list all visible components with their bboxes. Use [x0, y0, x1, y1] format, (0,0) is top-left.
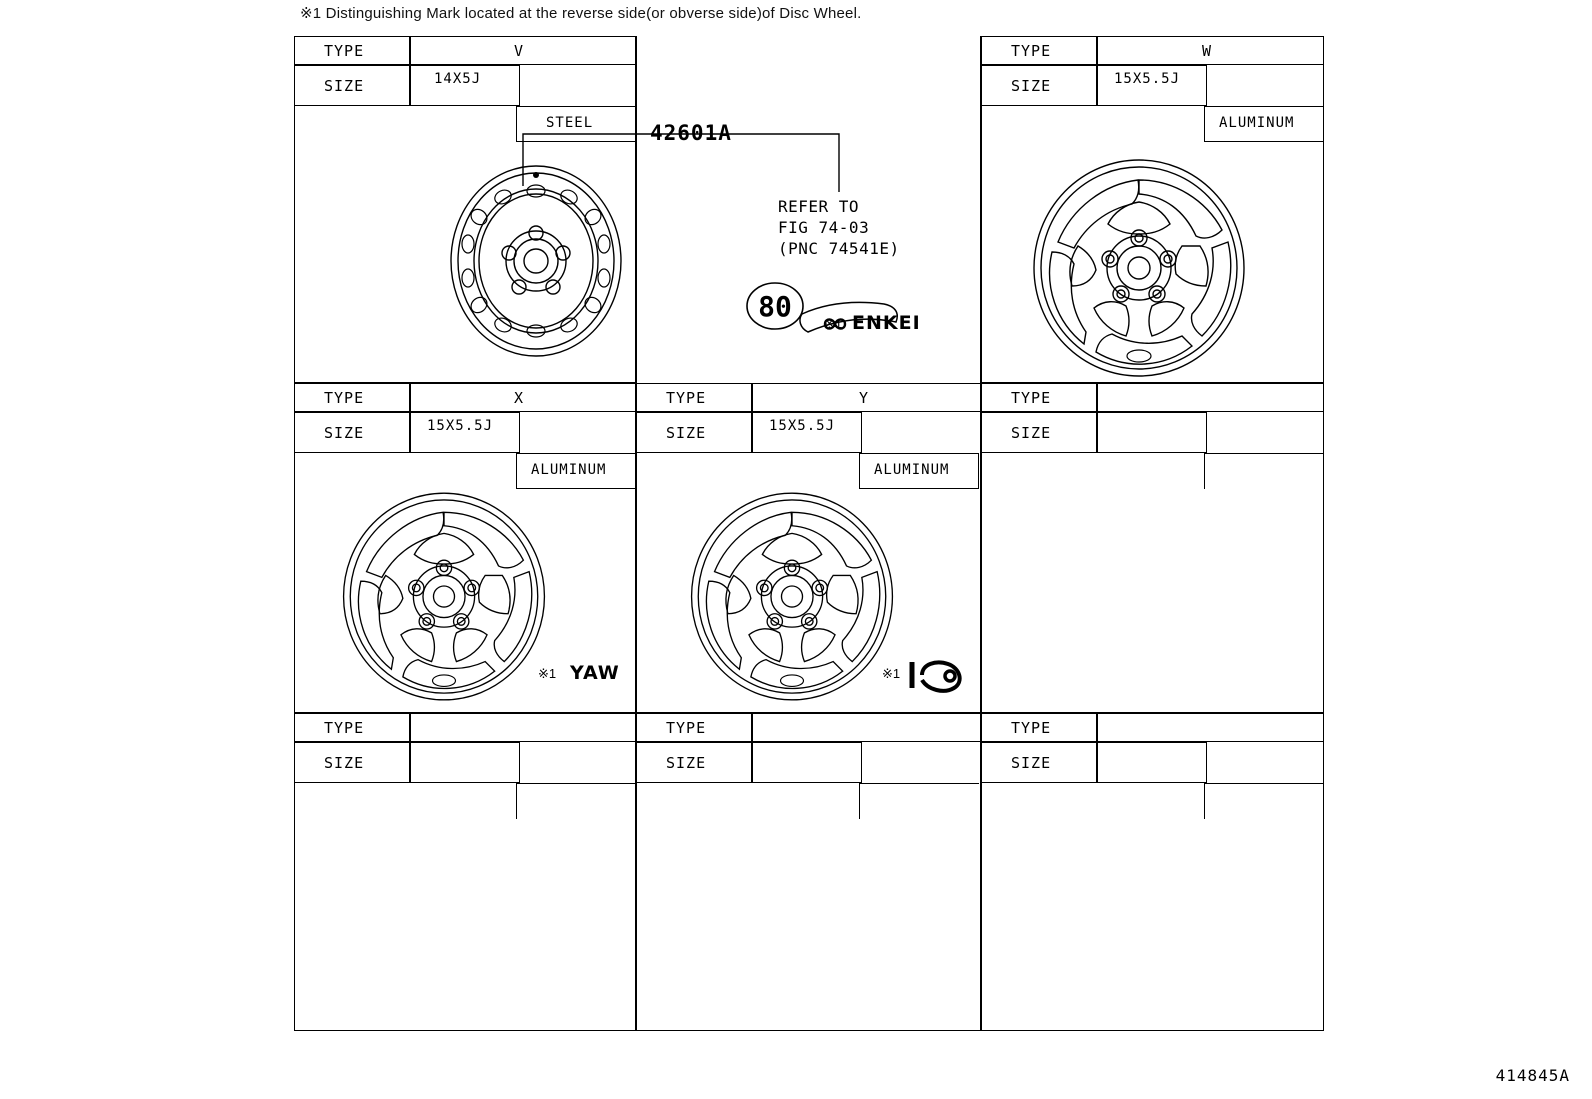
cell-x-size-value: 15X5.5J: [427, 418, 494, 434]
cell-z2-size-value-box: [410, 742, 520, 783]
cell-v-size-label: SIZE: [324, 77, 365, 95]
cell-v-material: STEEL: [546, 115, 594, 131]
cell-z2-material-box: [516, 783, 636, 819]
cell-w-type-value: W: [1202, 42, 1213, 60]
refer-to-note: [778, 196, 900, 259]
cell-z3-size-label: SIZE: [666, 754, 707, 772]
cell-z4-size-label: SIZE: [1011, 754, 1052, 772]
maker-mark-y-icon: [906, 656, 968, 694]
cell-z4-size-value-box: [1097, 742, 1207, 783]
cell-v-type-label: TYPE: [324, 42, 365, 60]
mark-y: ※1: [882, 666, 901, 681]
cell-y-type-label: TYPE: [666, 389, 707, 407]
brand-yaw: YAW: [570, 662, 620, 684]
cell-z1-material-box: [1204, 453, 1324, 489]
cell-y-material: ALUMINUM: [874, 462, 950, 478]
cell-z2-type-label: TYPE: [324, 719, 365, 737]
refer-line3: (PNC 74541E): [778, 239, 900, 258]
cell-z3-material-box: [859, 783, 979, 819]
cell-z3-type-value-box: [752, 713, 981, 742]
cell-x-type-value: X: [514, 389, 525, 407]
cell-z4-type-label: TYPE: [1011, 719, 1052, 737]
figure-code: 414845A: [1495, 1066, 1570, 1085]
cell-y-size-value: 15X5.5J: [769, 418, 836, 434]
wheel-type-diagram: [294, 36, 1324, 1031]
cell-x-size-label: SIZE: [324, 424, 365, 442]
cell-z2-size-label: SIZE: [324, 754, 365, 772]
cell-z1-type-value-box: [1097, 383, 1324, 412]
cell-v-type-value: V: [514, 42, 525, 60]
cell-z2-type-value-box: [410, 713, 636, 742]
svg-text:80: 80: [758, 290, 792, 323]
alloy-wheel-w-illustration: [1024, 156, 1254, 381]
cell-v-size-value: 14X5J: [434, 71, 482, 87]
cell-z1-size-value-box: [1097, 412, 1207, 453]
part-number-42601a: 42601A: [650, 121, 732, 145]
alloy-wheel-y-illustration: [682, 488, 902, 706]
cell-w-material: ALUMINUM: [1219, 115, 1295, 131]
enkei-logo-icon: [821, 312, 851, 336]
cell-x-material: ALUMINUM: [531, 462, 607, 478]
brand-enkei: ENKEI: [852, 312, 921, 334]
cell-z3-type-label: TYPE: [666, 719, 707, 737]
cell-w-size-label: SIZE: [1011, 77, 1052, 95]
cell-z1-size-label: SIZE: [1011, 424, 1052, 442]
refer-line2: FIG 74-03: [778, 218, 870, 237]
alloy-wheel-x-illustration: [334, 488, 557, 706]
cell-x-type-label: TYPE: [324, 389, 365, 407]
cell-y-type-value: Y: [859, 389, 870, 407]
cell-w-type-label: TYPE: [1011, 42, 1052, 60]
mark-w: ※1: [824, 316, 843, 331]
distinguishing-mark-note: ※1 Distinguishing Mark located at the reverse side(or obverse side)of Disc Wheel.: [300, 5, 862, 22]
cell-y-size-label: SIZE: [666, 424, 707, 442]
cell-w-size-value: 15X5.5J: [1114, 71, 1181, 87]
refer-line1: REFER TO: [778, 197, 860, 216]
cell-z3-size-value-box: [752, 742, 862, 783]
cell-z4-material-box: [1204, 783, 1324, 819]
cell-z4-type-value-box: [1097, 713, 1324, 742]
mark-x: ※1: [538, 666, 557, 681]
cell-z1-type-label: TYPE: [1011, 389, 1052, 407]
